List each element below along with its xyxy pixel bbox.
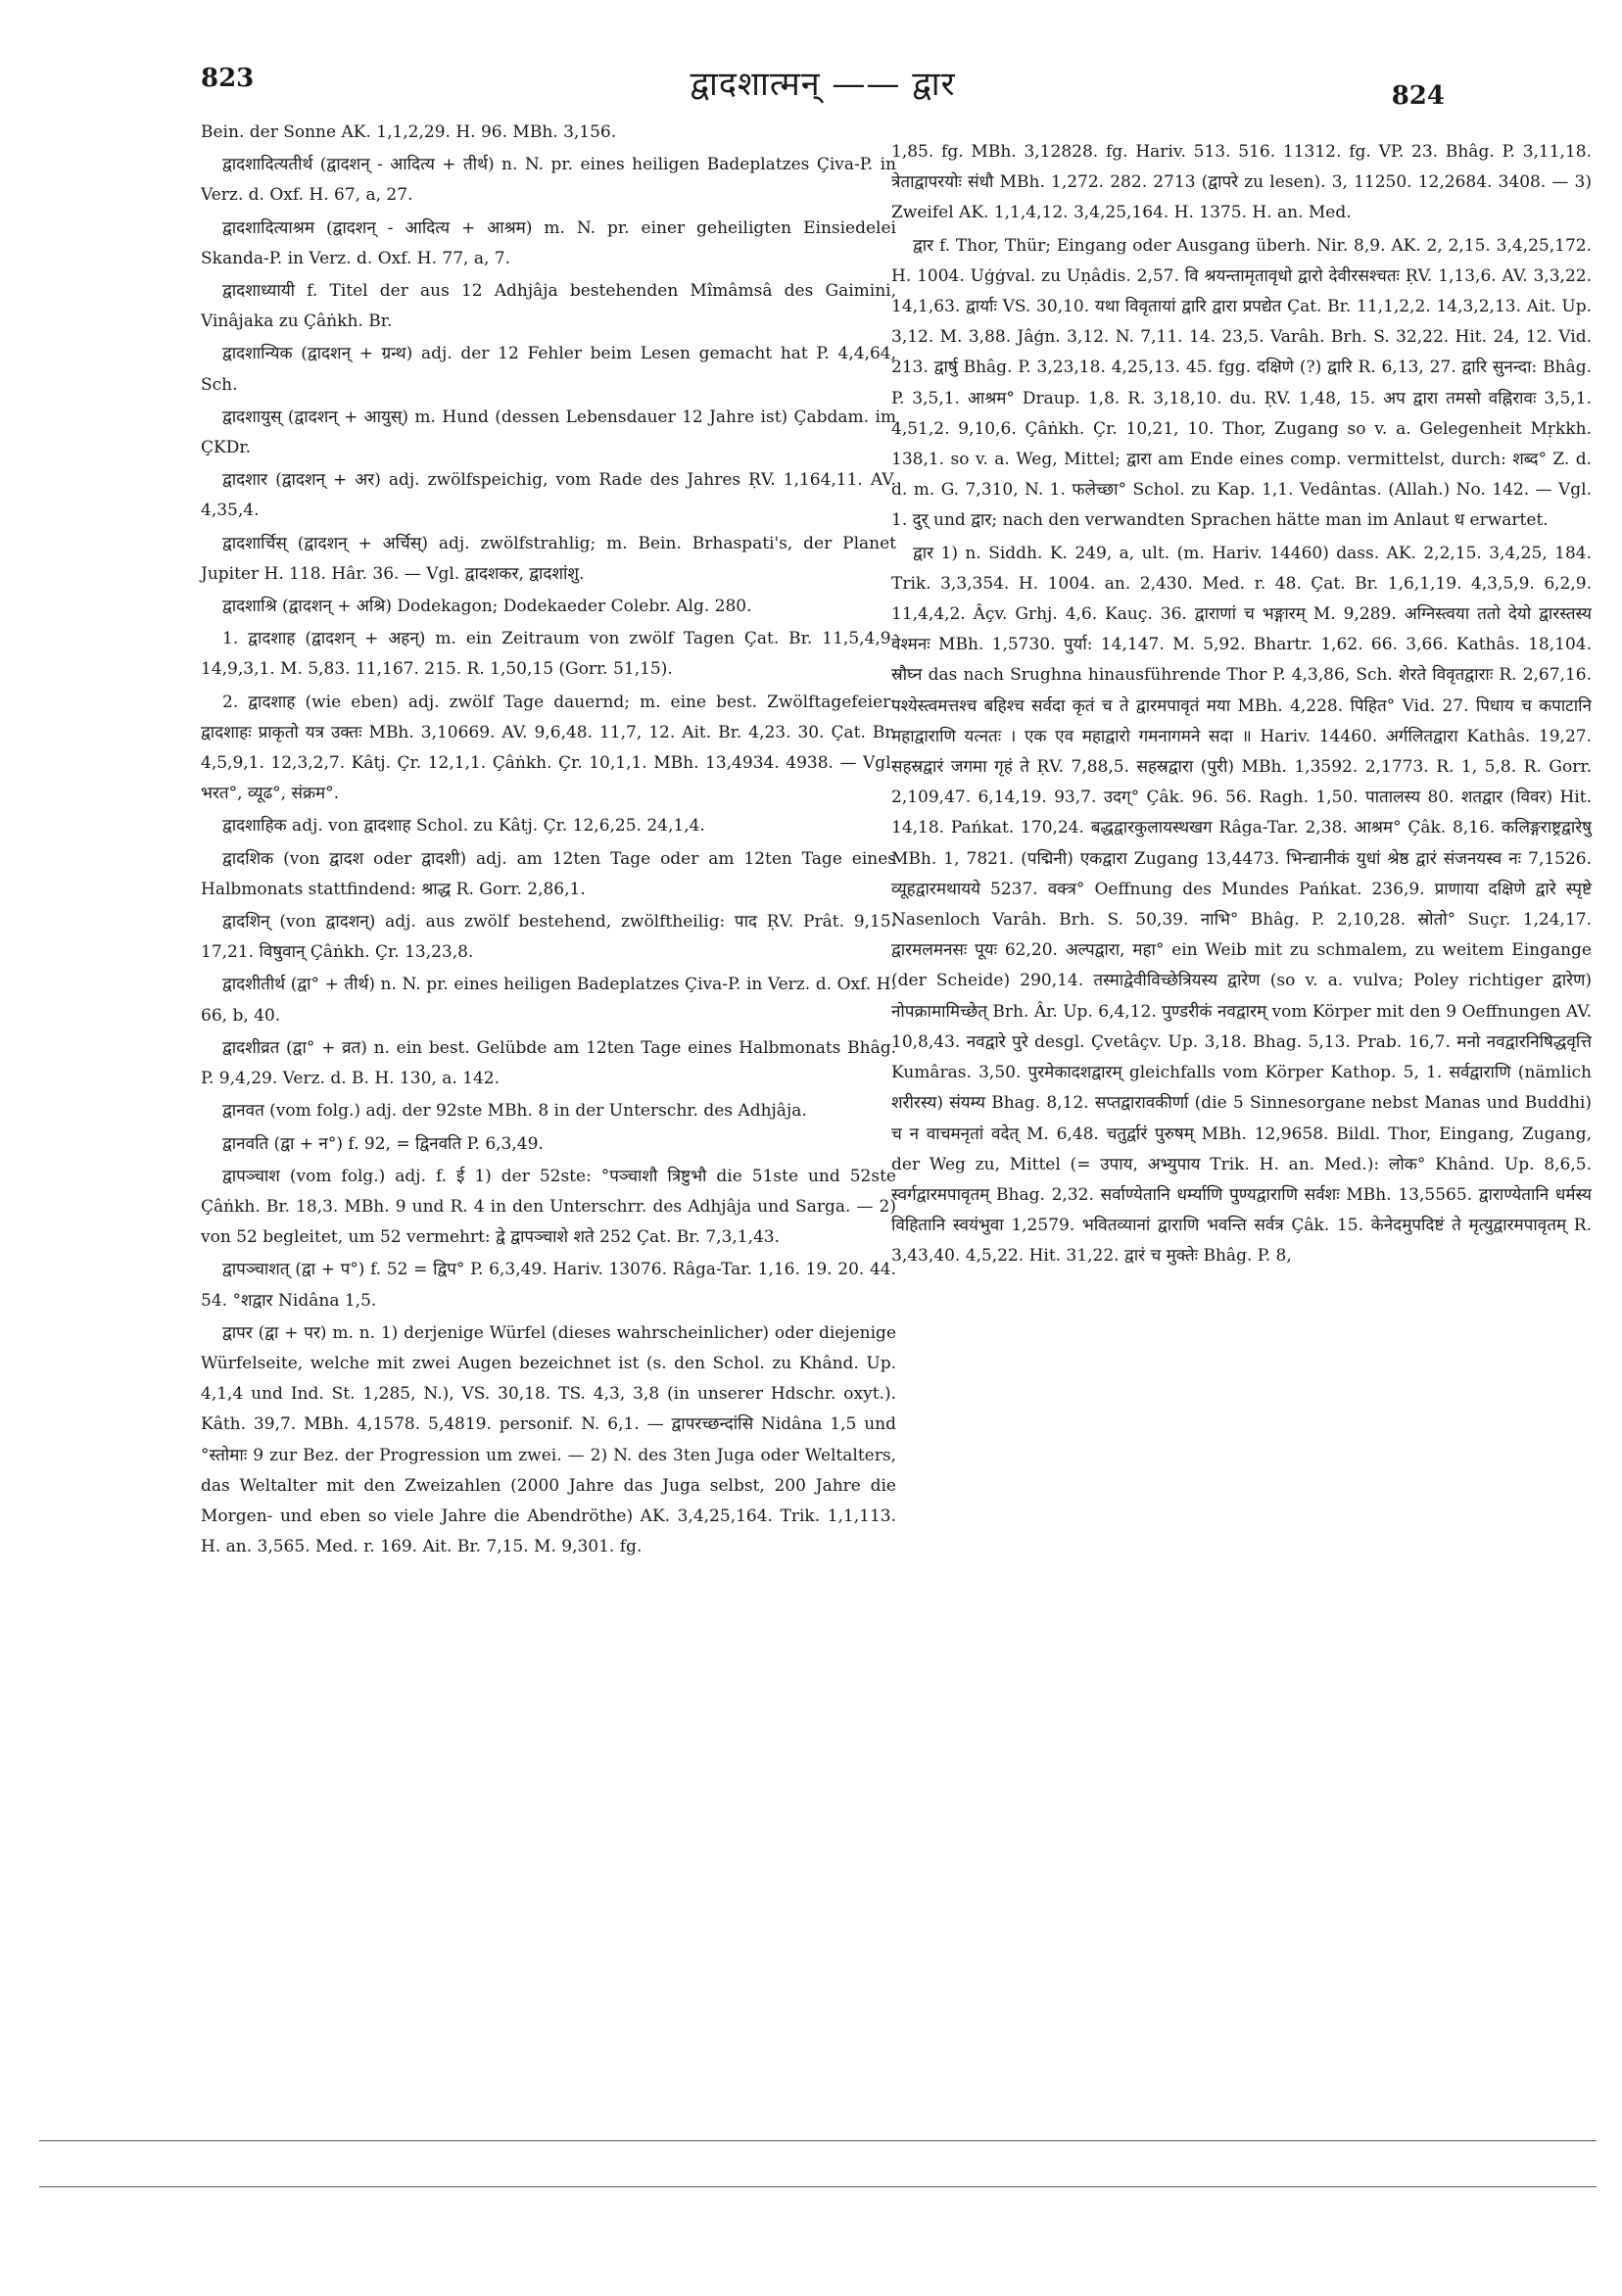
entry: द्वादशीतीर्थ (द्वा° + तीर्थ) n. N. pr. eines heiligen Badeplatzes Çiva-P. in Verz. d. Oxf. H. 66, b, 40. <box>201 975 896 1026</box>
entry: द्वादशिक (von द्वादश oder द्वादशी) adj. am 12ten Tage oder am 12ten Tage eines Halbmonats stattfindend: श्राद्ध R. Gorr. 2,86,1. <box>201 848 896 899</box>
entry: द्वार f. Thor, Thür; Eingang oder Ausgang überh. Nir. 8,9. AK. 2, 2,15. 3,4,25,172. H. 1004. Uģģval. zu Uṇâdis. 2,57. वि श्रयन्तामृतावृधो द्वारो देवीरसश्चतः ṚV. 1,13,6. AV. 3,3,22. 14,1,63. द्वार्याः VS. 30,10. यथा विवृतायां द्वारि द्वारा प्रपद्येत Çat. Br. 11,1,2,2. 14,3,2,13. Ait. Up. 3,12. M. 3,88. Jâģn. 3,12. N. 7,11. 14. 23,5. Varâh. Brh. S. 32,22. Hit. 24, 12. Vid. 213. द्वार्षु Bhâg. P. 3,23,18. 4,25,13. 45. fgg. दक्षिणे (?) द्वारि R. 6,13, 27. द्वारि सुनन्दा: Bhâg. P. 3,5,1. आश्रम° Draup. 1,8. R. 3,18,10. du. ṚV. 1,48, 15. अप द्वारा तमसो वह्निरावः 3,5,1. 4,51,2. 9,10,6. Çâṅkh. Çr. 10,21, 10. Thor, Zugang so v. a. Gelegenheit Mṛkkh. 138,1. so v. a. Weg, Mittel; द्वारा am Ende eines comp. vermittelst, durch: शब्द° Z. d. d. m. G. 7,310, N. 1. फलेच्छा° Schol. zu Kap. 1,1. Vedântas. (Allah.) No. 142. — Vgl. 1. दुर् und द्वार; nach den verwandten Sprachen hätte man im Anlaut ध erwartet. <box>891 235 1592 531</box>
entry: 1,85. fg. MBh. 3,12828. fg. Hariv. 513. 516. 11312. fg. VP. 23. Bhâg. P. 3,11,18. त्रेताद्वापरयोः संधौ MBh. 1,272. 282. 2713 (द्वापरे zu lesen). 3, 11250. 12,2684. 3408. — 3) Zweifel AK. 1,1,4,12. 3,4,25,164. H. 1375. H. an. Med. <box>891 142 1592 223</box>
left-column <box>201 118 896 1564</box>
entry: द्वापञ्चाशत् (द्वा + प°) f. 52 = द्विप° P. 6,3,49. Hariv. 13076. Râga-Tar. 1,16. 19. 20. 44. 54. °शद्वार Nidâna 1,5. <box>201 1260 896 1311</box>
entry: 1. द्वादशाह (द्वादशन् + अहन्) m. ein Zeitraum von zwölf Tagen Çat. Br. 11,5,4,9. 14,9,3,1. M. 5,83. 11,167. 215. R. 1,50,15 (Gorr. 51,15). <box>201 629 896 680</box>
entry: द्वादशान्यिक (द्वादशन् + ग्रन्थ) adj. der 12 Fehler beim Lesen gemacht hat P. 4,4,64, Sch. <box>201 344 896 395</box>
right-column <box>891 137 1592 1274</box>
page-header <box>201 54 1445 113</box>
bottom-rule <box>39 2140 1597 2141</box>
entry: द्वादशायुस् (द्वादशन् + आयुस्) m. Hund (dessen Lebensdauer 12 Jahre ist) Çabdam. im ÇKDr. <box>201 407 896 458</box>
entry: Bein. der Sonne AK. 1,1,2,29. H. 96. MBh. 3,156. <box>201 122 617 142</box>
entry: द्वादशार (द्वादशन् + अर) adj. zwölfspeichig, vom Rade des Jahres ṚV. 1,164,11. AV. 4,35,4. <box>201 470 896 521</box>
entry: द्वादशाहिक adj. von द्वादशाह Schol. zu Kâtj. Çr. 12,6,25. 24,1,4. <box>222 816 705 837</box>
entry: द्वादशीव्रत (द्वा° + व्रत) n. ein best. Gelübde am 12ten Tage eines Halbmonats Bhâg. P. 9,4,29. Verz. d. B. H. 130, a. 142. <box>201 1037 896 1089</box>
entry: द्वानवत (vom folg.) adj. der 92ste MBh. 8 in der Unterschr. des Adhjâja. <box>222 1101 807 1122</box>
entry: द्वानवति (द्वा + न°) f. 92, = द्विनवति P. 6,3,49. <box>222 1133 544 1154</box>
entry: द्वापञ्चाश (vom folg.) adj. f. ई 1) der 52ste: °पञ्चाशौ त्रिष्टुभौ die 51ste und 52ste Çâṅkh. Br. 18,3. MBh. 9 und R. 4 in den Unterschrr. des Adhjâja und Sarga. — 2) von 52 begleitet, um 52 vermehrt: द्वे द्वापञ्चाशे शते 252 Çat. Br. 7,3,1,43. <box>201 1166 896 1248</box>
entry: द्वापर (द्वा + पर) m. n. 1) derjenige Würfel (dieses wahrscheinlicher) oder diejenige Würfelseite, welche mit zwei Augen bezeichnet ist (s. den Schol. zu Khând. Up. 4,1,4 und Ind. St. 1,285, N.), VS. 30,18. TS. 4,3, 3,8 (in unserer Hdschr. oxyt.). Kâth. 39,7. MBh. 4,1578. 5,4819. personif. N. 6,1. — द्वापरच्छन्दांसि Nidâna 1,5 und °स्तोमाः 9 zur Bez. der Progression um zwei. — 2) N. des 3ten Juga oder Weltalters, das Weltalter mit den Zweizahlen (2000 Jahre das Juga selbst, 200 Jahre die Morgen- und eben so viele Jahre die Abendröthe) AK. 3,4,25,164. Trik. 1,1,113. H. an. 3,565. Med. r. 169. Ait. Br. 7,15. M. 9,301. fg. <box>201 1322 896 1557</box>
entry: 2. द्वादशाह (wie eben) adj. zwölf Tage dauernd; m. eine best. Zwölftagefeier: द्वादशाहः प्राकृतो यत्र उक्तः MBh. 3,10669. AV. 9,6,48. 11,7, 12. Ait. Br. 4,23. 30. Çat. Br. 4,5,9,1. 12,3,2,7. Kâtj. Çr. 12,1,1. Çâṅkh. Çr. 10,1,1. MBh. 13,4934. 4938. — Vgl. भरत°, व्यूढ°, संक्रम°. <box>201 692 896 804</box>
running-title: द्वादशात्मन् —— द्वार <box>690 65 956 104</box>
bottom-rule <box>39 2186 1597 2187</box>
page-number-right: 824 <box>1391 81 1445 111</box>
entry: द्वादशाश्रि (द्वादशन् + अश्रि) Dodekagon; Dodekaeder Colebr. Alg. 280. <box>222 597 752 617</box>
entry: द्वादशाध्यायी f. Titel der aus 12 Adhjâja bestehenden Mîmâmsâ des Gaimini, Vinâjaka zu Çâṅkh. Br. <box>201 281 896 332</box>
entry: द्वार 1) n. Siddh. K. 249, a, ult. (m. Hariv. 14460) dass. AK. 2,2,15. 3,4,25, 184. Trik. 3,3,354. H. 1004. an. 2,430. Med. r. 48. Çat. Br. 1,6,1,19. 4,3,5,9. 6,2,9. 11,4,4,2. Âçv. Grhj. 4,6. Kauç. 36. द्वाराणां च भङ्गारम् M. 9,289. अग्निस्त्वया ततो देयो द्वारस्तस्य वेश्मनः MBh. 1,5730. पुर्या: 14,147. M. 5,92. Bhartr. 1,62. 66. 3,66. Kathâs. 18,104. स्रौघ्न das nach Srughna hinausführende Thor P. 4,3,86, Sch. शेरते विवृतद्वाराः R. 2,67,16. पश्येस्त्वमत्तश्च बहिश्च सर्वदा कृतं च ते द्वारमपावृतं मया MBh. 4,228. पिहित° Vid. 27. पिधाय च कपाटानि महाद्वाराणि यत्नतः । एक एव महाद्वारो गमनागमने सदा ॥ Hariv. 14460. अर्गलितद्वारा Kathâs. 19,27. सहस्रद्वारं जगमा गृहं ते ṚV. 7,88,5. सहस्रद्वारा (पुरी) MBh. 1,3592. 2,1773. R. 1, 5,8. R. Gorr. 2,109,47. 6,14,19. 93,7. उदग्° Çâk. 96. 56. Ragh. 1,50. पातालस्य 80. शतद्वार (विवर) Hit. 14,18. Pańkat. 170,24. बद्धद्वारकुलायस्थखग Râga-Tar. 2,38. आश्रम° Çâk. 8,16. कलिङ्गराष्ट्रद्वारेषु MBh. 1, 7821. (पद्मिनी) एकद्वारा Zugang 13,4473. भिन्द्यानीकं युधां श्रेष्ठ द्वारं संजनयस्व नः 7,1526. व्यूहद्वारमथायये 5237. वक्त्र° Oeffnung des Mundes Pańkat. 236,9. प्राणाया दक्षिणे द्वारे स्पृष्टे Nasenloch Varâh. Brh. S. 50,39. नाभि° Bhâg. P. 2,10,28. स्रोतो° Suçr. 1,24,17. द्वारमलमनसः पूयः 62,20. अल्पद्वारा, महा° ein Weib mit zu schmalem, zu weitem Eingange (der Scheide) 290,14. तस्माद्वेवीविच्छेत्रियस्य द्वारेण (so v. a. vulva; Poley richtiger द्वारेण) नोपक्रामामिच्छेत् Brh. Âr. Up. 6,4,12. पुण्डरीकं नवद्वारम् vom Körper mit den 9 Oeffnungen AV. 10,8,43. नवद्वारे पुरे desgl. Çvetâçv. Up. 3,18. Bhag. 5,13. Prab. 16,7. मनो नवद्वारनिषिद्धवृत्ति Kumâras. 3,50. पुरमेकादशद्वारम् gleichfalls vom Körper Kathop. 5, 1. सर्वद्वाराणि (nämlich शरीरस्य) संयम्य Bhag. 8,12. सप्तद्वारावकीर्णा (die 5 Sinnesorgane nebst Manas und Buddhi) च न वाचमनृतां वदेत् M. 6,48. चतुर्द्वारं पुरुषम् MBh. 12,9658. Bildl. Thor, Eingang, Zugang, der Weg zu, Mittel (= उपाय, अभ्युपाय Trik. H. an. Med.): लोक° Khând. Up. 8,6,5. स्वर्गद्वारमपावृतम् Bhag. 2,32. सर्वाण्येतानि धर्म्याणि पुण्यद्वाराणि सर्वशः MBh. 13,5565. द्वाराण्येतानि धर्मस्य विहितानि स्वयंभुवा 1,2579. भवितव्यानां द्वाराणि भवन्ति सर्वत्र Çâk. 15. केनेदमुपदिष्टं ते मृत्युद्वारमपावृतम् R. 3,43,40. 4,5,22. Hit. 31,22. द्वारं च मुक्तेः Bhâg. P. 8, <box>891 543 1592 1267</box>
entry: द्वादशादित्यतीर्थ (द्वादशन् - आदित्य + तीर्थ) n. N. pr. eines heiligen Badeplatzes Çiva-P. in Verz. d. Oxf. H. 67, a, 27. <box>201 155 896 206</box>
entry: द्वादशिन् (von द्वादशन्) adj. aus zwölf bestehend, zwölftheilig: पाद ṚV. Prât. 9,15. 17,21. विषुवान् Çâṅkh. Çr. 13,23,8. <box>201 912 896 963</box>
entry: द्वादशार्चिस् (द्वादशन् + अर्चिस्) adj. zwölfstrahlig; m. Bein. Brhaspati's, der Planet Jupiter H. 118. Hâr. 36. — Vgl. द्वादशकर, द्वादशांशु. <box>201 533 896 584</box>
page-number-left: 823 <box>201 64 255 93</box>
entry: द्वादशादित्याश्रम (द्वादशन् - आदित्य + आश्रम) m. N. pr. einer geheiligten Einsiedelei Skanda-P. in Verz. d. Oxf. H. 77, a, 7. <box>201 217 896 268</box>
